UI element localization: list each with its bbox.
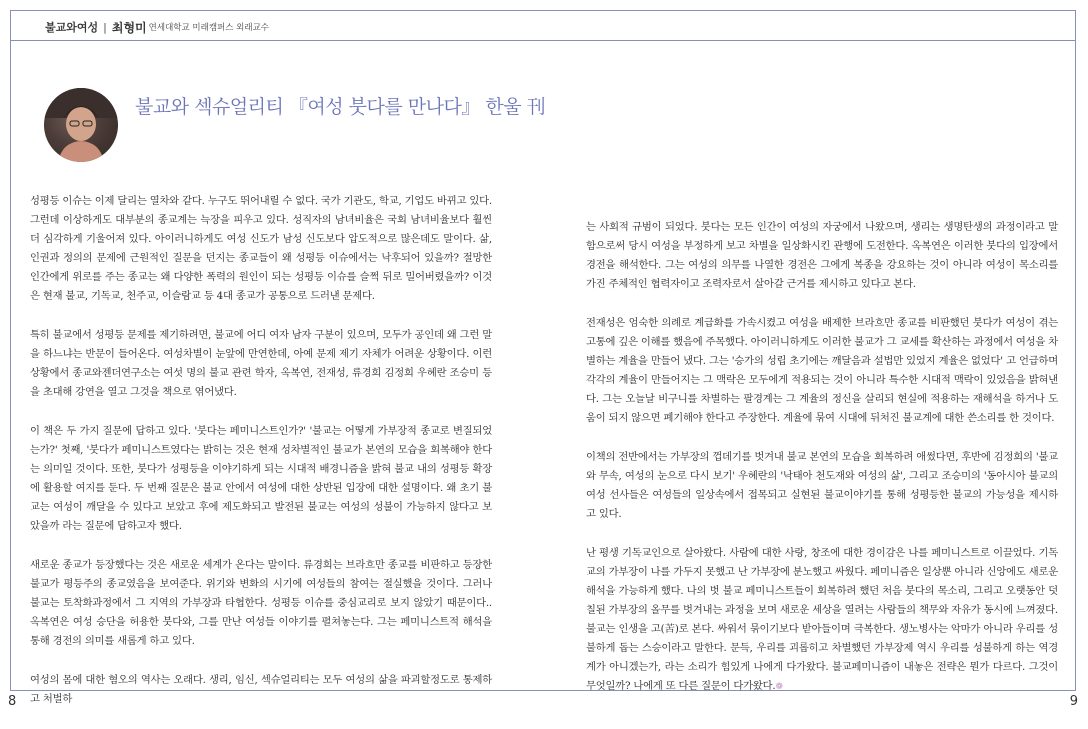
header-separator: | <box>103 20 107 34</box>
paragraph: 특히 불교에서 성평등 문제를 제기하려면, 불교에 어디 여자 남자 구분이 있으며, 모두가 공인데 왜 그런 말을 하느냐는 반문이 들어온다. 여성차별이 눈앞에 만연한데, 아예 문제 제기 자체가 어려운 상황이다. 이런 상황에서 종교와젠더연구소는 여섯 명의 불교 관련 학자, 옥복연, 전재성, 류경희 김정희 우혜란 조승미 등을 초대해 강연을 열고 그것을 책으로 엮어냈다. <box>30 329 492 398</box>
paragraph: 는 사회적 규범이 되었다. 붓다는 모든 인간이 여성의 자궁에서 나왔으며, 생리는 생명탄생의 과정이라고 말함으로써 당시 여성을 부정하게 보고 차별을 일상화시킨 관행에 도전한다. 옥복연은 이러한 붓다의 입장에서 경전을 해석한다. 그는 여성의 의무를 나열한 경전은 그에게 복종을 강요하는 것이 아니라 여성이 목소리를 가진 주체적인 협력자이고 조력자로서 살아갈 근거를 제시하고 있다고 본다. <box>586 221 1058 290</box>
paragraph: 성평등 이슈는 이제 달리는 열차와 같다. 누구도 뛰어내릴 수 없다. 국가 기관도, 학교, 기업도 바뀌고 있다. 그런데 이상하게도 대부분의 종교계는 늑장을 피우고 있다. 성직자의 남녀비율은 국회 남녀비율보다 훨씬 더 심각하게 기울어져 있다. 아이러니하게도 여성 신도가 남성 신도보다 압도적으로 많은데도 말이다. 삶, 인권과 정의의 문제에 근원적인 질문을 던지는 종교들이 왜 성평등 이슈에서는 낙후되어 있을까? 절망한 인간에게 위로를 주는 종교는 왜 다양한 폭력의 원인이 되는 성평등 이슈를 슬쩍 뒤로 밀어버렸을까? 이것은 현재 불교, 기독교, 천주교, 이슬람교 등 4대 종교가 공통으로 드러낸 문제다. <box>30 195 492 302</box>
paragraph: 이 책은 두 가지 질문에 답하고 있다. '붓다는 페미니스트인가?' '불교는 어떻게 가부장적 종교로 변질되었는가?' 첫째, '붓다가 페미니스트였다는 밝히는 것은 현재 성차별적인 불교가 본연의 모습을 회복해야 한다는 의미일 것이다. 또한, 붓다가 성평등을 이야기하게 되는 시대적 배경니즘을 밝혀 불교 내의 성평등 확장에 활용할 여지를 둔다. 두 번째 질문은 불교 안에서 여성에 대한 상반된 입장에 대한 설명이다. 왜 초기 불교는 여성이 깨달을 수 있다고 보았고 후에 제도화되고 발전된 불교는 여성의 성불이 가능하지 않다고 보았을까 라는 질문에 답하고자 했다. <box>30 425 492 532</box>
author-photo-icon <box>44 88 118 162</box>
author-avatar <box>44 88 118 162</box>
article-title: 불교와 섹슈얼리티 『여성 붓다를 만나다』 한울 刊 <box>135 96 546 118</box>
page-number-right: 9 <box>1069 694 1078 709</box>
page-number-left: 8 <box>8 694 17 709</box>
right-column <box>586 218 1058 717</box>
lotus-icon: ❁ <box>775 682 783 692</box>
paragraph: 여성의 몸에 대한 혐오의 역사는 오래다. 생리, 임신, 섹슈얼리티는 모두 여성의 삶을 파괴할정도로 통제하고 처벌하 <box>30 674 492 705</box>
paragraph: 이책의 전반에서는 가부장의 껍데기를 벗겨내 불교 본연의 모습을 회복하려 애썼다면, 후반에 김정희의 '불교와 무속, 여성의 눈으로 다시 보기' 우혜란의 '낙태아 천도재와 여성의 삶', 그리고 조승미의 '동아시아 불교의 여성 선사들은 여성들의 일상속에서 접목되고 실현된 불교이야기를 통해 성평등한 불교의 가능성을 제시하고 있다. <box>586 451 1058 520</box>
running-header <box>45 18 269 36</box>
paragraph: 전재성은 엄숙한 의례로 계급화를 가속시켰고 여성을 배제한 브라흐만 종교를 비판했던 붓다가 여성이 겪는 고통에 깊은 이해를 했음에 주목했다. 아이러니하게도 이러한 불교가 그 교세를 확산하는 과정에서 여성을 차별하는 계율을 만들어 냈다. 그는 '승가의 성립 초기에는 깨달음과 설법만 있었지 계율은 없었다' 고 언급하며 각각의 계율이 만들어지는 그 맥락은 모두에게 적용되는 것이 아니라 특수한 시대적 맥락이 있었음을 밝혀낸다. 그는 오늘날 비구니를 차별하는 팔경계는 그 계율의 정신을 살리되 현실에 적용하는 재해석을 하거나 도움이 되지 않으면 폐기해야 한다고 주장한다. 계율에 묶여 시대에 뒤처진 불교계에 대한 쓴소리를 한 것이다. <box>586 317 1058 424</box>
left-column <box>30 192 492 729</box>
paragraph-text: 난 평생 기독교인으로 살아왔다. 사람에 대한 사랑, 창조에 대한 경이감은 나를 페미니스트로 이끌었다. 기독교의 가부장이 나를 가두지 못했고 난 가부장에 분노했고 싸웠다. 페미니즘은 일상뿐 아니라 신앙에도 새로운 해석을 가능하게 했다. 나의 벗 불교 페미니스트들이 회복하려 했던 처음 붓다의 목소리, 그리고 오랫동안 덧칠된 가부장의 올무를 벗겨내는 과정을 보며 새로운 세상을 열려는 사람들의 책무와 자유가 동시에 느껴졌다. 불교는 인생을 고(苦)로 본다. 싸워서 묶이기보다 받아들이며 극복한다. 생노병사는 악마가 아니라 우리를 성불하게 돕는 스승이라고 말한다. 문득, 우리를 괴롭히고 차별했던 가부장제 역시 우리를 성불하게 하는 역경계가 아니겠는가, 라는 소리가 힘있게 나에게 다가왔다. 불교페미니즘이 내놓은 전략은 뭔가 다르다. 그것이 무엇일까? 나에게 또 다른 질문이 다가왔다. <box>586 547 1058 692</box>
paragraph-final <box>586 544 1058 697</box>
header-section: 불교와여성 <box>45 21 99 34</box>
header-author: 최형미 <box>111 20 147 35</box>
header-affiliation: 연세대학교 미래캠퍼스 외래교수 <box>148 23 269 33</box>
paragraph: 새로운 종교가 등장했다는 것은 새로운 세계가 온다는 말이다. 류경희는 브라흐만 종교를 비판하고 등장한 불교가 평등주의 종교였음을 보여준다. 위기와 변화의 시기에 여성들의 참여는 절실했을 것이다. 그러나 불교는 토착화과정에서 그 지역의 가부장과 타협한다. 성평등 이슈를 중심교리로 보지 않았기 때문이다.. 옥복연은 여성 승단을 허용한 붓다와, 그를 만난 여성들 이야기를 펼쳐놓는다. 그는 페미니스트적 해석을 통해 경전의 의미를 새롭게 하고 있다. <box>30 559 492 647</box>
header-divider <box>10 40 1076 41</box>
